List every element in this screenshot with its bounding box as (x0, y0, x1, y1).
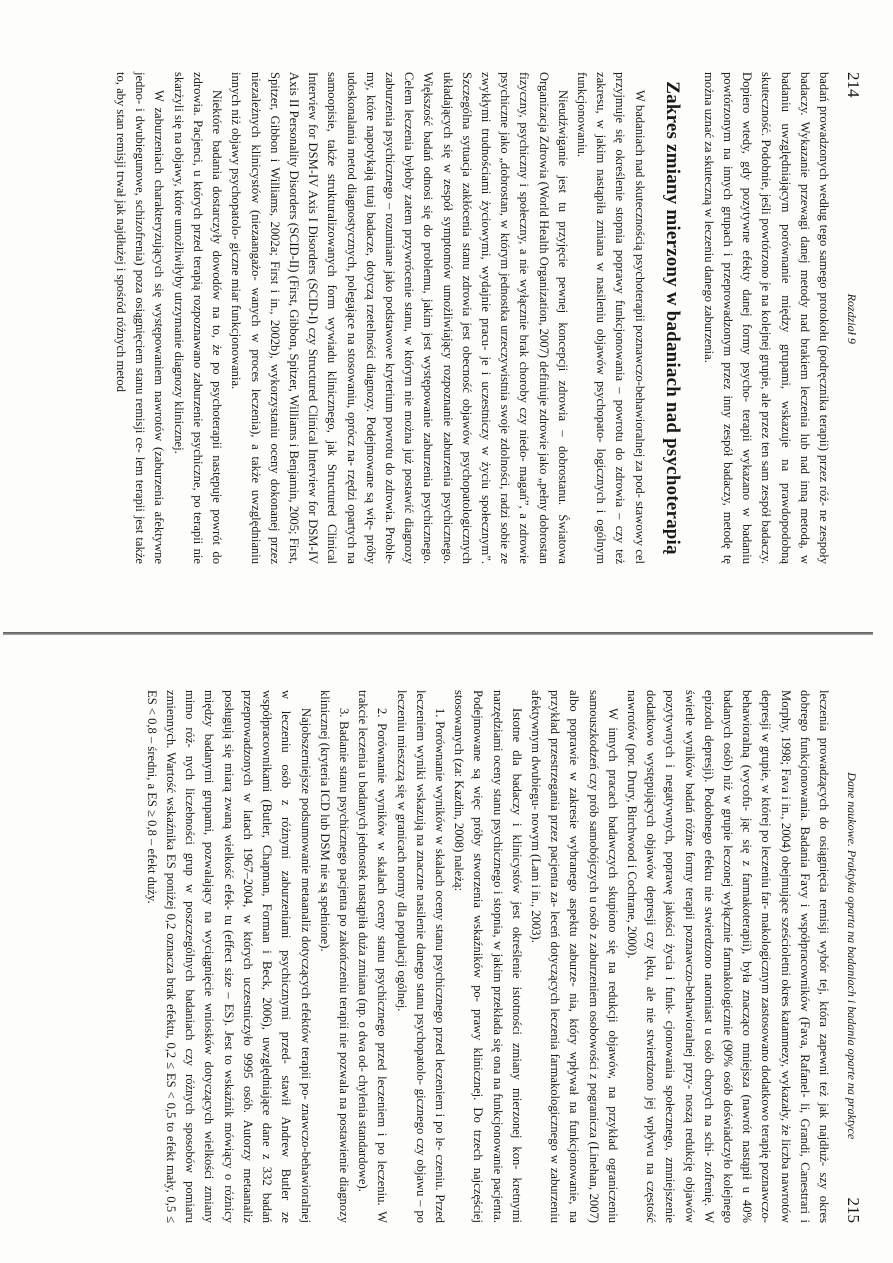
left-paragraph-1: badań prowadzonych według tego samego protokołu (podręcznika terapii) przez róż- ne zespoły badaczy. Wykazanie przewagi danej metody nad brakiem leczenia lub nad inną metodą, w badaniu uwzględniającym porównanie między grupami, wskazuje na prawdopodobną skuteczność. Podobnie, jeśli powtórzono je na kolejnej grupie, ale przez ten sam zespół badaczy. Dopiero wtedy, gdy pozytywne efekty danej formy psycho- terapii wykazano w badaniu powtórzonym na innych grupach i przeprowadzonym przez inny zespół badaczy, metodę tę można uznać za skuteczną w leczeniu danego zaburzenia. (701, 72, 831, 564)
right-paragraph-1: leczenia prowadzących do osiągnięcia remisji wybór tej, która zapewni też jak najdłuż- szy okres dobrego funkcjonowania. Badania Favy i współpracowników (Fava, Rafanel- li, Grandi, Canestrari i Morphy, 1998; Fava i in., 2004) obejmujące sześcioletni okres katamnezy, wykazały, że liczba nawrotów depresji w grupie, w której po leczeniu far- makologicznym zastosowano dodatkowo terapię poznawczo-behawioralną (wycofu- jąc się z farmakoterapii), była znacząco mniejsza (nawrót nastąpił u 40% badanych osób) niż w grupie leczonej wyłącznie farmakologicznie (90% osób doświadczyło kolejnego epizodu depresji). Podobnego efektu nie stwierdzono natomiast u osób chorych na schi- zofrenię. W świetle wyników badań różne formy terapii poznawczo-behawioralnej przy- noszą redukcję objawów pozytywnych i negatywnych, poprawę jakości życia i funk- cjonowania społecznego, zmniejszenie dodatkowo występujących objawów depresji czy lęku, ale nie stwierdzono jej wpływu na częstość nawrotów (por. Drury, Birchwood i Cochrane, 2000). (624, 690, 831, 1223)
left-running-title: Rozdział 9 (845, 293, 859, 344)
left-page-number: 214 (844, 72, 863, 98)
section-paragraph-2: Nieudźwiganie jest tu przyjęcie pewnej koncepcji zdrowia – dobrostanu. Światowa Organizacja Zdrowia (World Health Organization, 2007) definiuje zdrowie jako „pełny dobrostan fizyczny, psychiczny i społeczny, a nie wyłącznie brak choroby czy niedo- magań”, a zdrowie psychiczne jako „dobrostan, w którym jednostka urzeczywistnia swoje zdolności, radzi sobie ze zwykłymi trudnościami życiowymi, wydajnie pracu- je i uczestniczy w życiu społecznym”. Szczególna sytuacja zakłócenia stanu zdrowia jest obecność objawów psychopatologicznych układających się w zespół symptomów umożliwiający rozpoznanie zaburzenia psychicznego. Większość badań odnosi się do problemu, jakim jest występowanie zaburzenia psychicznego. Celem leczenia byłoby zatem przywrócenie stanu, w którym nie można już postawić diagnozy zaburzenia psychicznego – rozumiane jako podstawowe kryterium powrotu do zdrowia. Proble- my, które napotykają tutaj badacze, dotyczą rzetelności diagnozy. Podejmowane są wię- próby udoskonalania metod diagnostycznych, polegające na stosowaniu, oprócz na- rzędzi opartych na samoopisie, także strukturalizowanych form wywiadu klinicznego, jak Structured Clinical Interview for DSM-IV Axis I Disorders (SCID-I) czy Structured Clinical Interview for DSM-IV Axis II Personality Disorders (SCID-II) (First, Gibbon, Spitzer, Williams i Benjamin, 2005; First, Spitzer, Gibbon i Williams, 2002a; First i in., 2002b), wykorzystaniu oceny dokonanej przez niezależnych klinicystów (niezaangażo- wanych w proces leczenia), a także uwzględnianiu innych niż objawy psychopatolo- giczne miar funkcjonowania. (229, 72, 570, 564)
right-running-title: Dane naukowe. Praktyka oparta na badaniach i badania oparte na praktyce (845, 772, 859, 1140)
list-item-1: 1. Porównanie wyników w skalach oceny stanu psychicznego przed leczeniem i po le- czeniu. Przed leczeniem wyniki wskazują na znaczne nasilenie danego stanu psychopatolo- gicznego czy objawu – po leczeniu mieszczą się w granicach normy dla populacji ogólnej. (394, 690, 447, 1223)
right-page-number: 215 (844, 1197, 863, 1223)
list-item-2: 2. Porównanie wyników w skalach oceny stanu psychicznego przed leczeniem i po leczeniu. W trakcie leczenia u badanych jednostek nastąpiła duża zmiana (np. o dwa od- chylenia standardowe). (356, 690, 390, 1223)
left-running-head (843, 72, 863, 564)
section-heading: Zakres zmiany mierzony w badaniach nad psychoterapią (661, 81, 683, 555)
right-running-head (843, 690, 863, 1223)
right-paragraph-3: Istotne dla badaczy i klinicystów jest określenie istotności zmiany mierzonej kon- kretnymi narzędziami oceny stanu psychicznego i stopnia, w jakim przekłada się ona na funkcjonowanie pacjenta. Podejmowane są więc próby stworzenia wskaźników po- prawy klinicznej. Do trzech najczęściej stosowanych (za: Kazdin, 2008) należą: (452, 690, 524, 1223)
section-paragraph-3: Niektóre badania dostarczyły dowodów na to, że po psychoterapii następuje powrót do zdrowia. Pacjenci, u których przed terapią rozpoznawano zaburzenie psychiczne, po terapii nie skarżyli się na objawy, które umożliwiłyby utrzymanie diagnozy klinicznej. (171, 72, 225, 564)
section-paragraph-4: W zaburzeniach charakteryzujących się występowaniem nawrotów (zaburzenia afektywne jedno- i dwubiegunowe, schizofrenia) poza osiągnięciem stanu remisji ce- lem terapii jest także to, aby stan remisji trwał jak najdłużej i spośród różnych metod (114, 72, 167, 564)
right-page (0, 640, 893, 1263)
list-item-3: 3. Badanie stanu psychicznego pacjenta po zakończeniu terapii nie pozwala na postawienie diagnozy klinicznej (kryteria ICD lub DSM nie są spełnione). (317, 690, 351, 1223)
right-paragraph-2: W innych pracach badawczych skupiono się na redukcji objawów, na przykład ograniczeniu samouszkodzeń czy prób samobójczych u osób z zaburzeniem osobowości z pogranicza (Linehan, 2007) albo poprawie w zakresie wybranego aspektu zaburze- nia, który wpływał na funkcjonowanie, na przykład przestrzegania przez pacjenta za- leceń dotyczących leczenia farmakologicznego w zaburzeniu afektywnym dwubiegu- nowym (Lam i in., 2003). (528, 690, 620, 1223)
book-fold (3, 632, 873, 635)
right-paragraph-7: Najobszerniejsze podsumowanie metaanaliz dotyczących efektów terapii po- znawczo-behawioralnej w leczeniu osób z różnymi zaburzeniami psychicznymi przed- stawił Andrew Butler ze współpracownikami (Butler, Chapman, Forman i Beck, 2006), uwzględniające dane z 332 badań przeprowadzonych w latach 1967–2004, w których uczestniczyło 9995 osób. Autorzy metaanaliz posługują się miarą zwaną wielkość efek- tu (effect size – ES). Jest to wskaźnik mówiący o różnicy między badanymi grupami, pozwalający na wyciągnięcie wniosków dotyczących wielkości zmiany mimo róż- nych liczebności grup w poszczególnych badaniach czy różnych sposobów pomiaru zmiennych. Wartość wskaźnika ES poniżej 0,2 oznacza brak efektu, 0,2 ≤ ES < 0,5 to efekt mały, 0,5 ≤ ES < 0,8 – średni, a ES ≥ 0,8 – efekt duży. (144, 690, 313, 1223)
section-paragraph-1: W badaniach nad skutecznością psychoterapii poznawczo-behawioralnej za pod- stawowy cel przyjmuje się określenie stopnia poprawy funkcjonowania – powrotu do zdrowia – czy też zakresu, w jakim nastąpiła zmiana w nasileniu objawów psychopato- logicznych i ogólnym funkcjonowaniu. (574, 72, 647, 564)
